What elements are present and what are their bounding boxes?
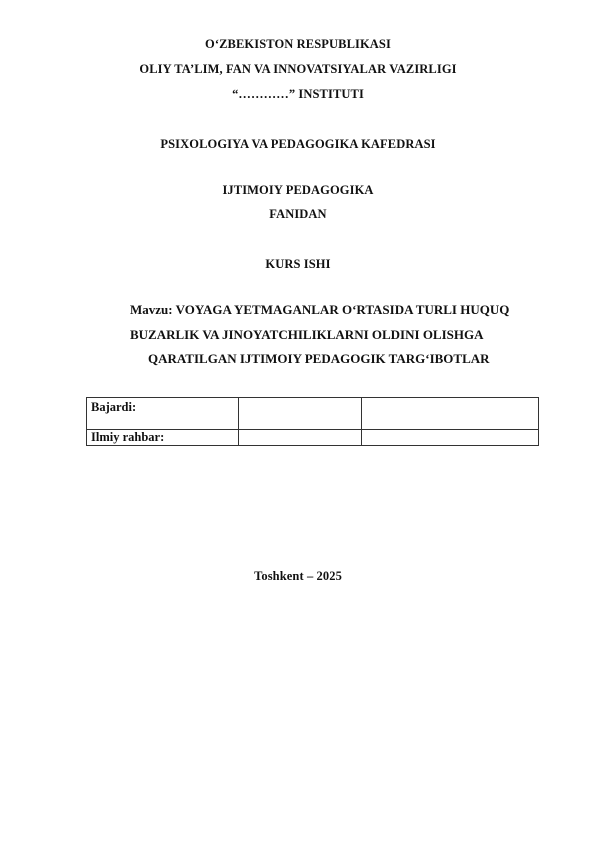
table-row — [87, 430, 539, 446]
supervisor-label: Ilmiy rahbar: — [87, 430, 239, 446]
subject-name: IJTIMOIY PEDAGOGIKA — [222, 183, 374, 197]
topic-line-2: BUZARLIK VA JINOYATCHILIKLARNI OLDINI OLISHGA — [130, 327, 484, 342]
supervisor-name-cell — [239, 430, 362, 446]
supervisor-sign-cell — [362, 430, 539, 446]
institute-heading: “…………” INSTITUTI — [232, 87, 364, 101]
topic-line-3: QARATILGAN IJTIMOIY PEDAGOGIK TARG‘IBOTLAR — [148, 351, 490, 366]
department-heading: PSIXOLOGIYA VA PEDAGOGIKA KAFEDRASI — [160, 137, 436, 151]
ministry-heading: OLIY TA’LIM, FAN VA INNOVATSIYALAR VAZIRLIGI — [139, 62, 457, 76]
topic-line-1: Mavzu: VOYAGA YETMAGANLAR O‘RTASIDA TURLI HUQUQ — [130, 302, 510, 317]
work-type: KURS ISHI — [265, 257, 331, 271]
place-year: Toshkent – 2025 — [254, 569, 342, 583]
performer-label: Bajardi: — [87, 398, 239, 430]
country-heading: O‘ZBEKISTON RESPUBLIKASI — [205, 37, 391, 51]
subject-suffix: FANIDAN — [269, 207, 327, 221]
table-row — [87, 398, 539, 430]
performer-sign-cell — [362, 398, 539, 430]
signature-table — [86, 397, 539, 446]
performer-name-cell — [239, 398, 362, 430]
